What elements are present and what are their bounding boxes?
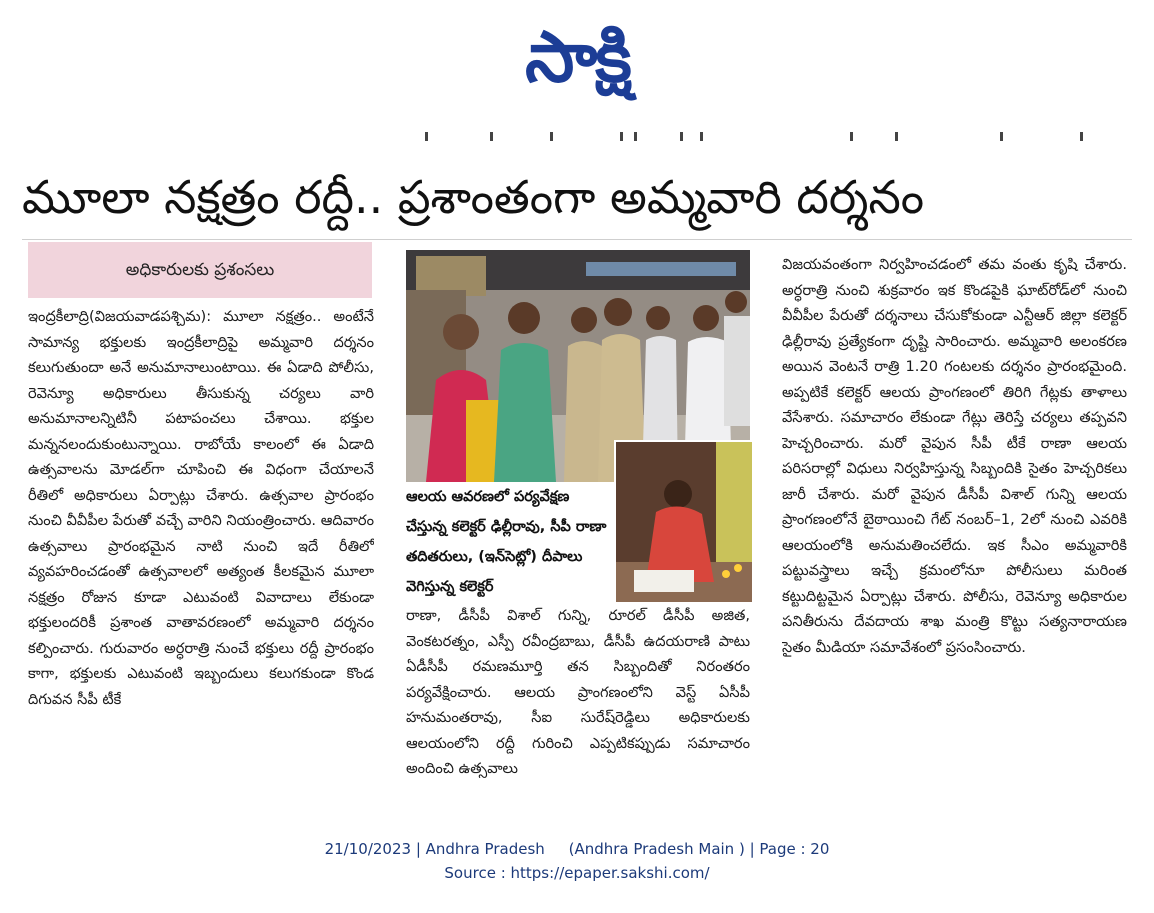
subheading-text: అధికారులకు ప్రశంసలు [125,260,275,280]
source-url: Source : https://epaper.sakshi.com/ [444,864,710,882]
logo-text: సాక్షి [525,16,630,98]
sakshi-logo [470,10,685,105]
article-column-2: రాణా, డీసీపీ విశాల్ గున్ని, రూరల్ డీసీపీ అజిత, వెంకటరత్నం, ఎస్పీ రవీంద్రబాబు, డీసీపీ ఉదయరాణి పాటు ఏడీసీపీ రమణమూర్తి తన సిబ్బందితో నిరంతరం పర్యవేక్షించారు. ఆలయ ప్రాంగణంలోని వెస్ట్ ఏసీపీ హనుమంతరావు, సీఐ సురేష్‌రెడ్డిలు అధికారులకు ఆలయంలోని రద్దీ గురించి ఎప్పటికప్పుడు సమాచారం అందించి ఉత్సవాలు [406,607,750,777]
inset-photo [614,440,754,604]
cropped-text-fragments [60,132,1100,144]
edition-info: 21/10/2023 | Andhra Pradesh (Andhra Pradesh Main ) | Page : 20 [324,840,830,858]
collector-lighting-lamps-photo [616,442,752,602]
headline-divider [22,239,1132,240]
subheading-box [28,242,372,298]
article-column-3: విజయవంతంగా నిర్వహించడంలో తమ వంతు కృషి చేశారు. అర్ధరాత్రి నుంచి శుక్రవారం ఇక కొండపైకి ఘాట్‌రోడ్‌లో నుంచి వీవీపీల పేరుతో దర్శనాలు చేసుకోకుండా ఎన్టీఆర్ జిల్లా కలెక్టర్ ఢిల్లీరావు ప్రత్యేకంగా దృష్టి సారించారు. అమ్మవారి అలంకరణ అయిన వెంటనే రాత్రి 1.20 గంటలకు దర్శనం ప్రారంభమైంది. అప్పటికే కలెక్టర్ ఆలయ ప్రాంగణంలో తిరిగి గేట్లకు తాళాలు వేసేశారు. సమాచారం లేకుండా గేట్లు తెరిస్తే చర్యలు తప్పవని హెచ్చరించారు. మరో వైపున సీపీ టీకే రాణా ఆలయ పరిసరాల్లో విధులు నిర్వహిస్తున్న సిబ్బందికి సైతం హెచ్చరికలు జారీ చేశారు. మరో వైపున డీసీపీ విశాల్ గున్ని ఆలయ ప్రాంగణంలోనే బైఠాయించి గేట్ నంబర్–1, 2లో నుంచి ఎవరికి ఆలయంలోకి అనుమతించలేదు. ఇక సీఎం అమ్మవారికి పట్టువస్త్రాలు ఇచ్చే క్రమంలోనూ పోలీసులు మరింత కట్టుదిట్టమైన ఏర్పాట్లు చేశారు. పోలీసు, రెవెన్యూ అధికారుల పనితీరును దేవదాయ శాఖ మంత్రి కొట్టు సత్యనారాయణ సైతం మీడియా సమావేశంలో ప్రసంసించారు. [782,256,1127,656]
photo-caption: ఆలయ ఆవరణలో పర్యవేక్షణ చేస్తున్న కలెక్టర్ ఢిల్లీరావు, సీపీ రాణా తదితరులు, (ఇన్‌సెట్లో) దీపాలు వెగిస్తున్న కలెక్టర్ [406,489,607,595]
article-column-1: ఇంద్రకీలాద్రి(విజయవాడపశ్చిమ): మూలా నక్షత్రం.. అంటేనే సామాన్య భక్తులకు ఇంద్రకీలాద్రిపై అమ్మవారి దర్శనం కలుగుతుందా అనే అనుమానాలుంటాయి. ఈ ఏడాది పోలీసు, రెవెన్యూ అధికారులు తీసుకున్న చర్యలు వారి అనుమానాలన్నిటినీ పటాపంచలు చేశాయి. భక్తుల మన్ననలందుకుంటున్నాయి. రాబోయే కాలంలో ఈ ఏడాది ఉత్సవాలను మోడల్‌గా చూపించి ఈ విధంగా చేయాలనే రీతిలో అధికారులు ఏర్పాట్లు చేశారు. ఉత్సవాల ప్రారంభం నుంచి వీవీపీల పేరుతో వచ్చే వారిని నియంత్రించారు. ఆదివారం ఉత్సవాలు ప్రారంభమైన నాటి నుంచి ఇదే రీతిలో వ్యవహరించడంతో ఉత్సవాలలో అత్యంత కీలకమైన మూలా నక్షత్రం రోజున కూడా ఎటువంటి వివాదాలు లేకుండా భక్తులందరికీ ప్రశాంత వాతావరణంలో అమ్మవారి దర్శనం కల్పించారు. గురువారం అర్ధరాత్రి నుంచే భక్తులు రద్దీ ప్రారంభం కాగా, భక్తులకు ఎటువంటి ఇబ్బందులు కలుగకుండా కొండ దిగువన సీపీ టీకే [28,308,374,708]
article-headline: మూలా నక్షత్రం రద్దీ.. ప్రశాంతంగా అమ్మవారి దర్శనం [22,170,925,224]
